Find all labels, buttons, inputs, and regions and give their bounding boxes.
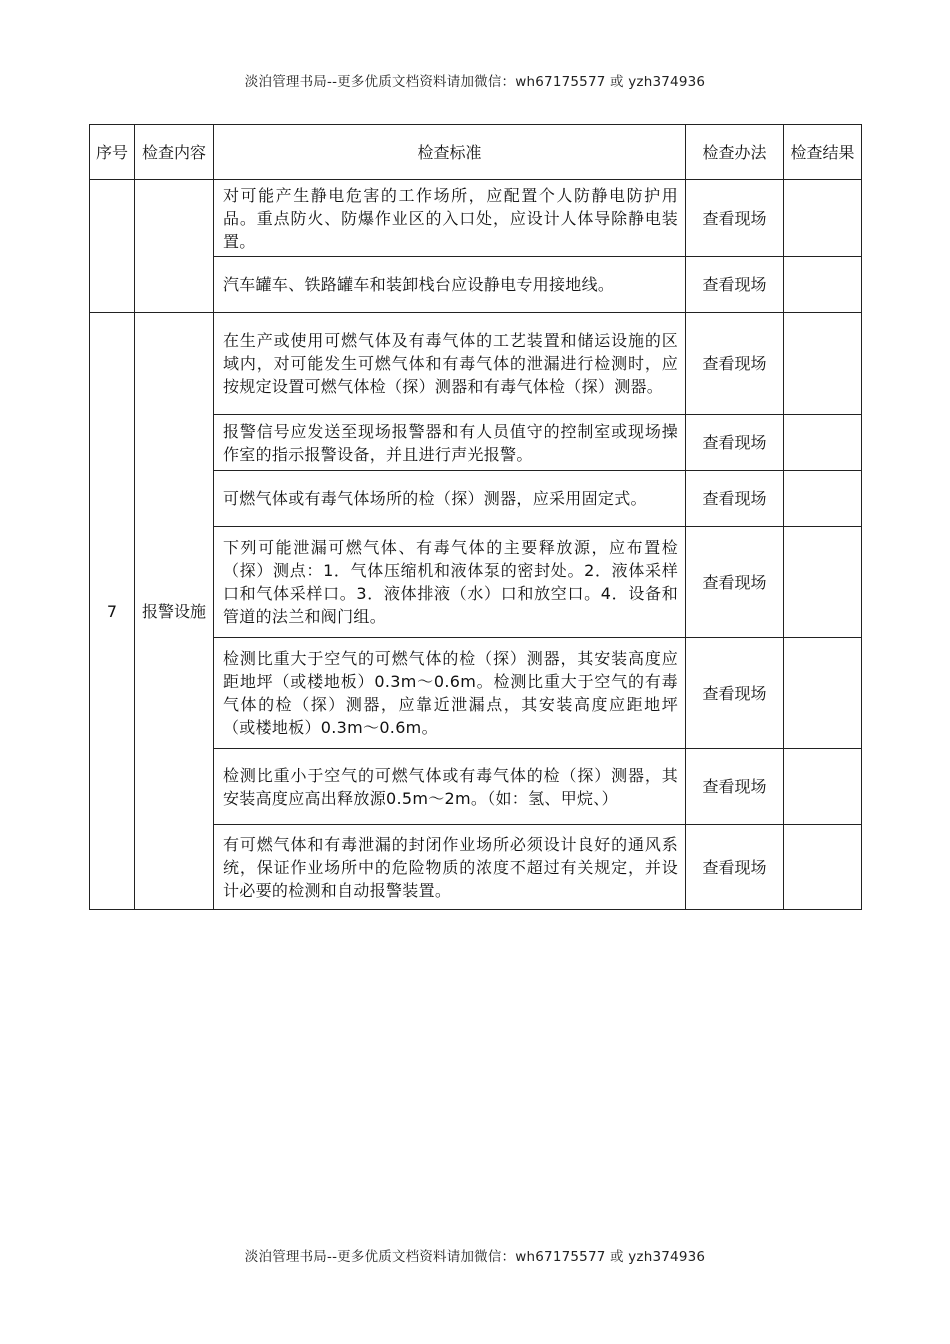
table-row [90,313,862,415]
header-standard: 检查标准 [214,125,686,180]
row-method: 查看现场 [686,749,784,825]
page-header: 淡泊管理书局--更多优质文档资料请加微信：wh67175577 或 yzh374936 [244,74,706,90]
table-row [90,180,862,257]
row-result [784,415,862,471]
row-standard: 下列可能泄漏可燃气体、有毒气体的主要释放源，应布置检（探）测点：1．气体压缩机和液体泵的密封处。2．液体采样口和气体采样口。3．液体排液（水）口和放空口。4．设备和管道的法兰和阀门组。 [214,527,686,638]
row-result [784,471,862,527]
row-method: 查看现场 [686,180,784,257]
row-result [784,313,862,415]
row-standard: 对可能产生静电危害的工作场所，应配置个人防静电防护用品。重点防火、防爆作业区的入口处，应设计人体导除静电装置。 [214,180,686,257]
row-number [90,180,135,313]
row-method: 查看现场 [686,638,784,749]
row-method: 查看现场 [686,527,784,638]
header-item: 检查内容 [135,125,214,180]
page-footer: 淡泊管理书局--更多优质文档资料请加微信：wh67175577 或 yzh374936 [244,1249,706,1265]
row-standard: 汽车罐车、铁路罐车和装卸栈台应设静电专用接地线。 [214,257,686,313]
row-item [135,180,214,313]
row-standard: 检测比重大于空气的可燃气体的检（探）测器，其安装高度应距地坪（或楼地板）0.3m～0.6m。检测比重大于空气的有毒气体的检（探）测器，应靠近泄漏点，其安装高度应距地坪（或楼地板）0.3m～0.6m。 [214,638,686,749]
row-number: 7 [90,313,135,910]
inspection-table [89,124,862,910]
header-no: 序号 [90,125,135,180]
row-method: 查看现场 [686,415,784,471]
row-item: 报警设施 [135,313,214,910]
row-method: 查看现场 [686,471,784,527]
row-standard: 有可燃气体和有毒泄漏的封闭作业场所必须设计良好的通风系统，保证作业场所中的危险物质的浓度不超过有关规定，并设计必要的检测和自动报警装置。 [214,825,686,910]
row-standard: 在生产或使用可燃气体及有毒气体的工艺装置和储运设施的区域内，对可能发生可燃气体和有毒气体的泄漏进行检测时，应按规定设置可燃气体检（探）测器和有毒气体检（探）测器。 [214,313,686,415]
row-result [784,749,862,825]
table-header-row [90,125,862,180]
header-result: 检查结果 [784,125,862,180]
row-method: 查看现场 [686,313,784,415]
row-result [784,180,862,257]
row-method: 查看现场 [686,257,784,313]
row-result [784,825,862,910]
row-result [784,638,862,749]
row-method: 查看现场 [686,825,784,910]
row-standard: 可燃气体或有毒气体场所的检（探）测器，应采用固定式。 [214,471,686,527]
row-result [784,257,862,313]
row-standard: 检测比重小于空气的可燃气体或有毒气体的检（探）测器，其安装高度应高出释放源0.5m～2m。（如：氢、甲烷、） [214,749,686,825]
header-method: 检查办法 [686,125,784,180]
row-result [784,527,862,638]
row-standard: 报警信号应发送至现场报警器和有人员值守的控制室或现场操作室的指示报警设备，并且进行声光报警。 [214,415,686,471]
